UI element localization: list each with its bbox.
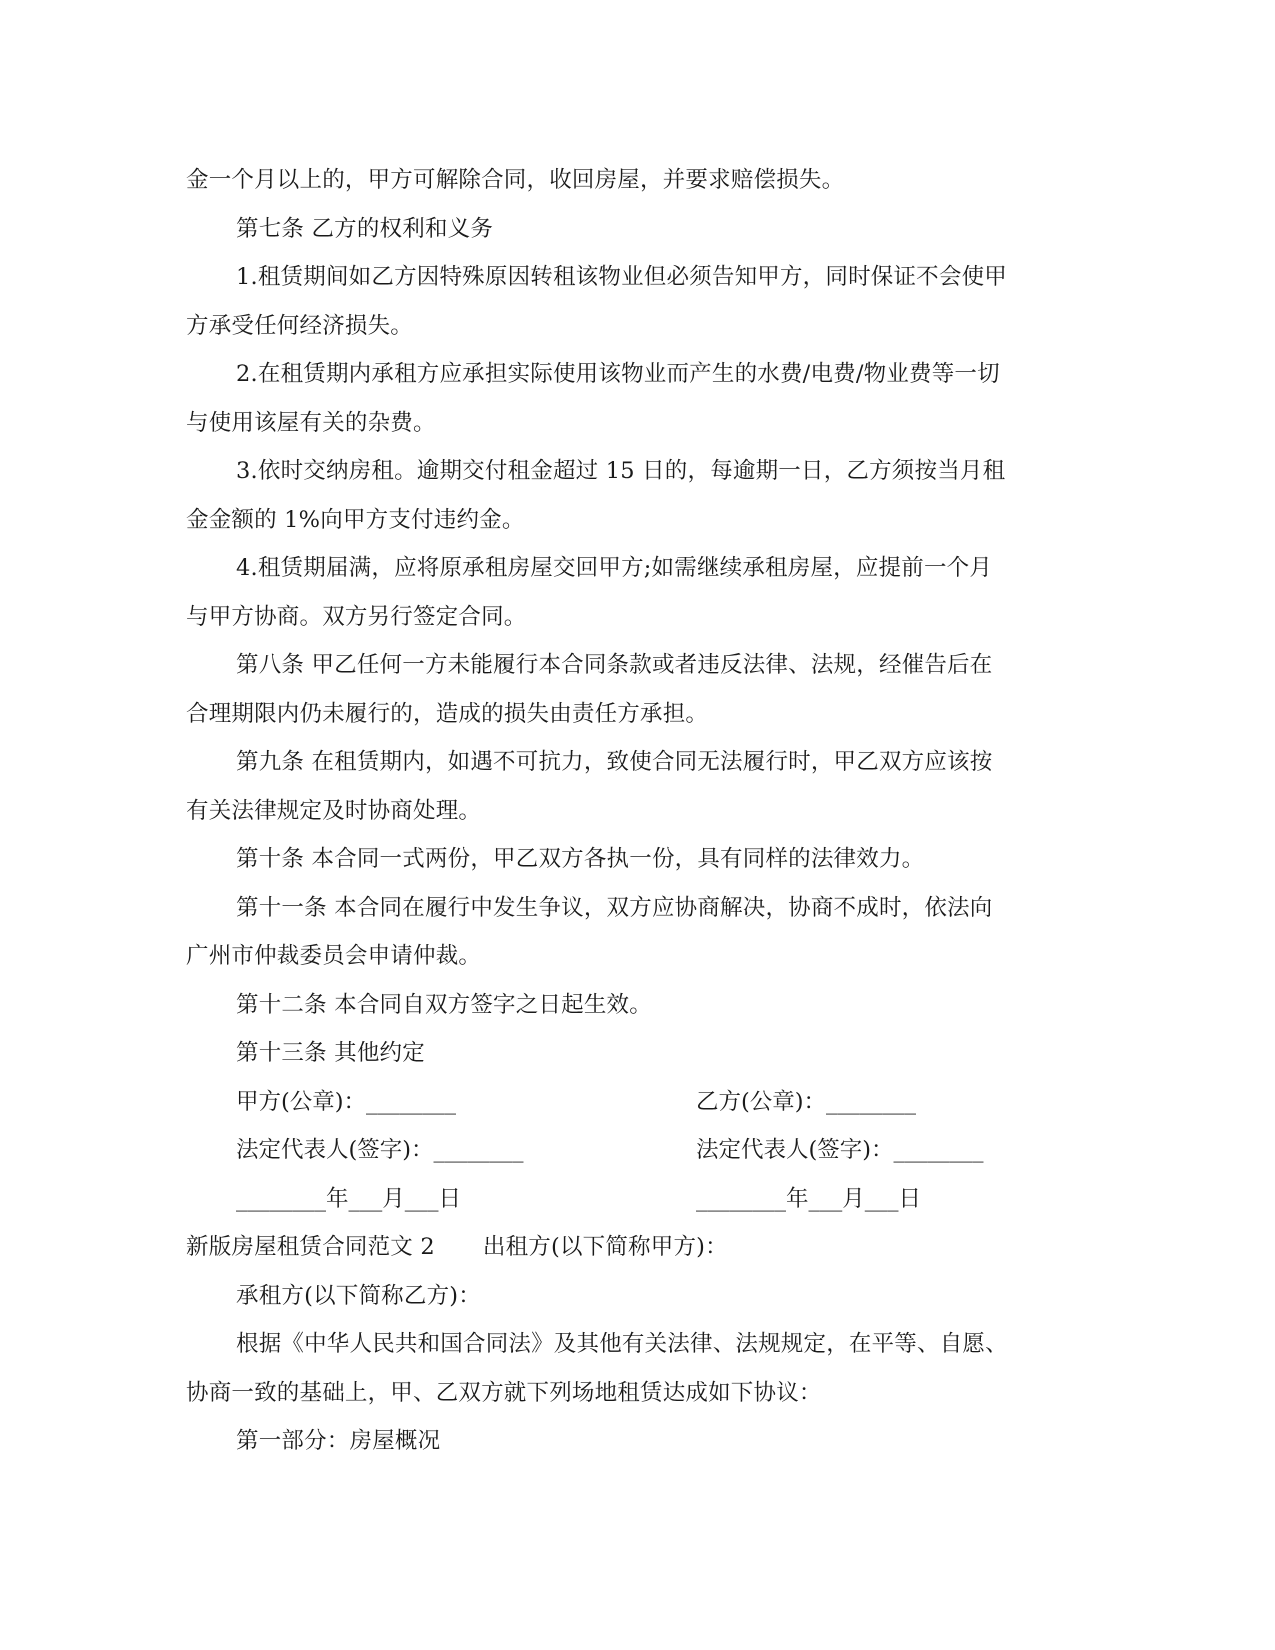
text-line-4: 方承受任何经济损失。	[186, 312, 414, 339]
signature-row-date	[186, 1175, 1086, 1224]
article-11: 第十一条 本合同在履行中发生争议，双方应协商解决，协商不成时，依法向	[236, 894, 993, 921]
section-2-header	[186, 1223, 1086, 1272]
lessee-label: 承租方(以下简称乙方)：	[236, 1282, 481, 1309]
lessor-label: 出租方(以下简称甲方)：	[482, 1234, 728, 1260]
text-line-12: 合理期限内仍未履行的，造成的损失由责任方承担。	[186, 700, 709, 727]
party-b-date: ________年___月___日	[696, 1185, 922, 1212]
text-line-1: 金一个月以上的，甲方可解除合同，收回房屋，并要求赔偿损失。	[186, 167, 845, 193]
party-a-seal: 甲方(公章)：________	[236, 1088, 457, 1115]
article-10: 第十条 本合同一式两份，甲乙双方各执一份，具有同样的法律效力。	[236, 846, 925, 872]
document-body	[186, 156, 1086, 1466]
text-line-9: 4.租赁期届满，应将原承租房屋交回甲方;如需继续承租房屋，应提前一个月	[236, 555, 993, 581]
preamble-line-1: 根据《中华人民共和国合同法》及其他有关法律、法规规定，在平等、自愿、	[236, 1331, 1008, 1357]
party-b-representative: 法定代表人(签字)：________	[696, 1137, 984, 1163]
article-9: 第九条 在租赁期内，如遇不可抗力，致使合同无法履行时，甲乙双方应该按	[236, 749, 993, 775]
signature-row-representative	[186, 1126, 1086, 1175]
article-12: 第十二条 本合同自双方签字之日起生效。	[236, 991, 652, 1018]
party-b-seal: 乙方(公章)：________	[696, 1088, 917, 1115]
text-line-7: 3.依时交纳房租。逾期交付租金超过 15 日的，每逾期一日，乙方须按当月租	[236, 458, 1006, 484]
text-line-8: 金金额的 1%向甲方支付违约金。	[186, 506, 525, 533]
preamble-line-2: 协商一致的基础上，甲、乙双方就下列场地租赁达成如下协议：	[186, 1379, 822, 1406]
section-2-title: 新版房屋租赁合同范文 2	[186, 1234, 435, 1260]
signature-row-seal	[186, 1078, 1086, 1127]
party-a-representative: 法定代表人(签字)：________	[236, 1137, 524, 1163]
article-7-heading: 第七条 乙方的权利和义务	[236, 215, 494, 242]
text-line-10: 与甲方协商。双方另行签定合同。	[186, 603, 527, 630]
article-13: 第十三条 其他约定	[236, 1040, 425, 1066]
part-1-heading: 第一部分：房屋概况	[236, 1428, 441, 1454]
text-line-3: 1.租赁期间如乙方因特殊原因转租该物业但必须告知甲方，同时保证不会使甲	[236, 264, 1007, 290]
text-line-6: 与使用该屋有关的杂费。	[186, 409, 436, 436]
text-line-5: 2.在租赁期内承租方应承担实际使用该物业而产生的水费/电费/物业费等一切	[236, 361, 1000, 387]
party-a-date: ________年___月___日	[236, 1185, 462, 1212]
text-line-14: 有关法律规定及时协商处理。	[186, 797, 482, 824]
text-line-17: 广州市仲裁委员会申请仲裁。	[186, 943, 482, 969]
article-8: 第八条 甲乙任何一方未能履行本合同条款或者违反法律、法规，经催告后在	[236, 652, 993, 678]
